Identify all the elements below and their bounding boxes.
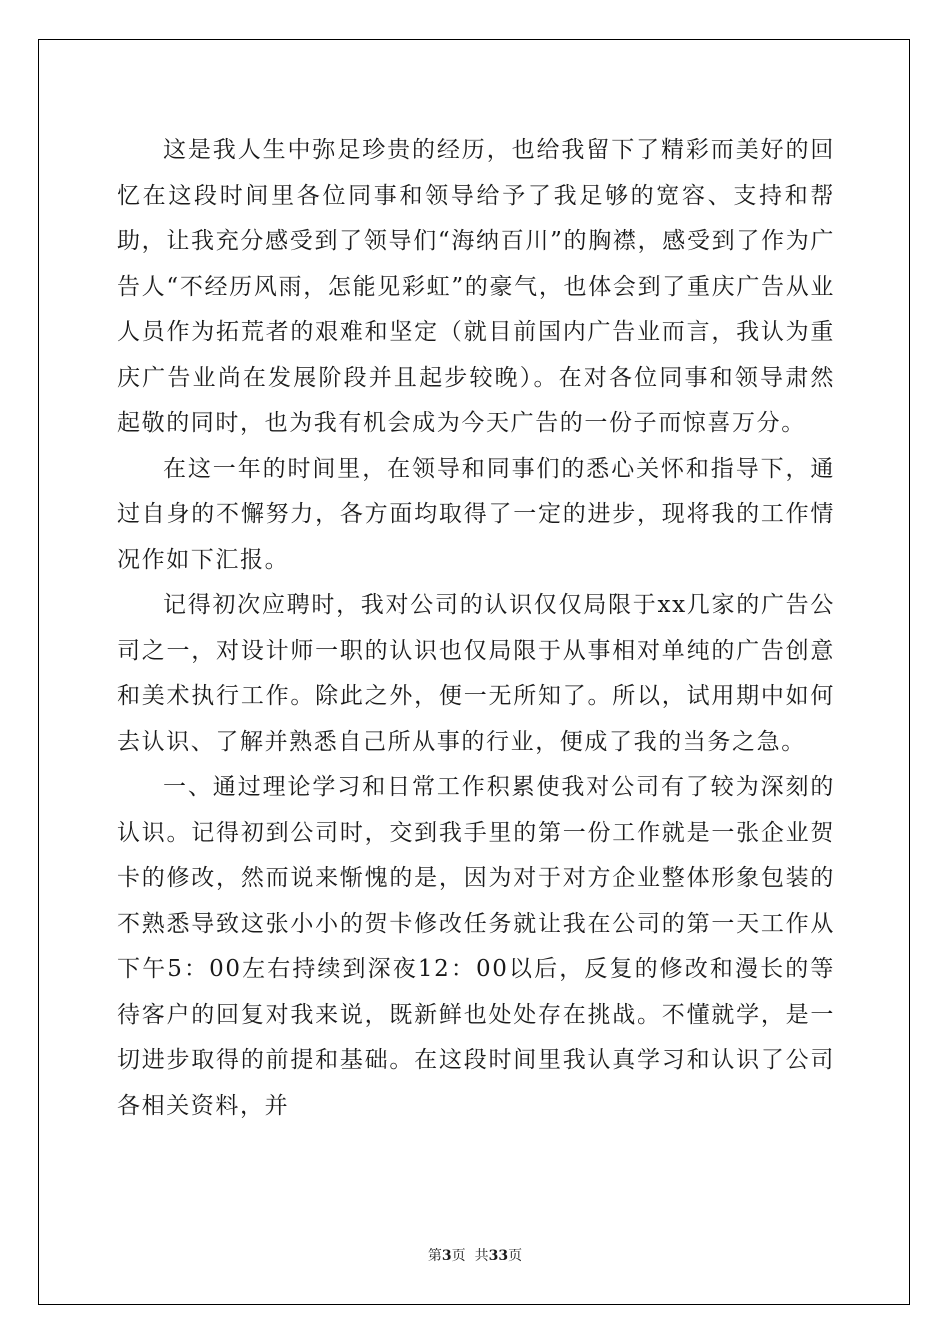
page-footer <box>0 1245 950 1265</box>
footer-suffix: 页 <box>508 1248 523 1264</box>
paragraph-2: 在这一年的时间里，在领导和同事们的悉心关怀和指导下，通过自身的不懈努力，各方面均取得了一定的进步，现将我的工作情况作如下汇报。 <box>117 455 835 573</box>
total-page-number: 33 <box>488 1248 509 1264</box>
paragraph-1: 这是我人生中弥足珍贵的经历，也给我留下了精彩而美好的回忆在这段时间里各位同事和领导给予了我足够的宽容、支持和帮助，让我充分感受到了领导们“海纳百川”的胸襟，感受到了作为广告人“不经历风雨，怎能见彩虹”的豪气，也体会到了重庆广告从业人员作为拓荒者的艰难和坚定（就目前国内广告业而言，我认为重庆广告业尚在发展阶段并且起步较晚）。在对各位同事和领导肃然起敬的同时，也为我有机会成为今天广告的一份子而惊喜万分。 <box>117 137 835 436</box>
document-body <box>117 128 835 1129</box>
footer-middle: 页 共 <box>451 1248 489 1264</box>
paragraph-3: 记得初次应聘时，我对公司的认识仅仅局限于xx几家的广告公司之一，对设计师一职的认识也仅局限于从事相对单纯的广告创意和美术执行工作。除此之外，便一无所知了。所以，试用期中如何去认识、了解并熟悉自己所从事的行业，便成了我的当务之急。 <box>117 592 835 755</box>
footer-prefix: 第 <box>427 1248 442 1264</box>
paragraph-4: 一、通过理论学习和日常工作积累使我对公司有了较为深刻的认识。记得初到公司时，交到我手里的第一份工作就是一张企业贺卡的修改，然而说来惭愧的是，因为对于对方企业整体形象包装的不熟悉导致这张小小的贺卡修改任务就让我在公司的第一天工作从下午5：00左右持续到深夜12：00以后，反复的修改和漫长的等待客户的回复对我来说，既新鲜也处处存在挑战。不懂就学，是一切进步取得的前提和基础。在这段时间里我认真学习和认识了公司各相关资料，并 <box>117 774 835 1119</box>
current-page-number: 3 <box>441 1248 452 1264</box>
